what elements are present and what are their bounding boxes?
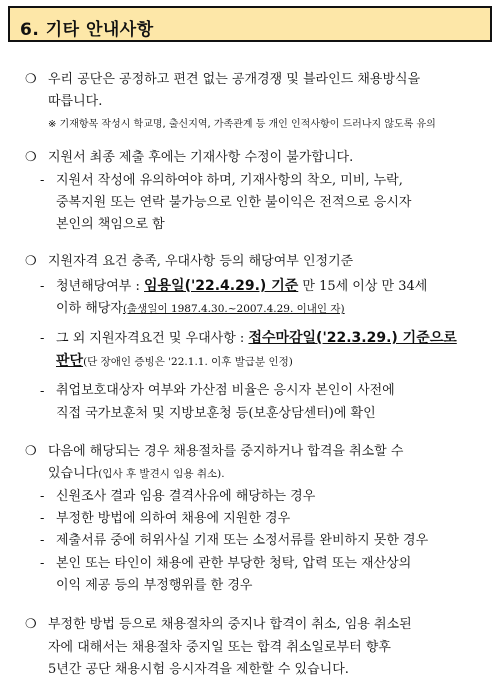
dash-bullet: - <box>40 279 45 294</box>
s1-note: ※ 기재항목 작성시 학교명, 출신지역, 가족관계 등 개인 인적사항이 드러나지 않도록 유의 <box>48 119 436 130</box>
s3-d3-line2: 직접 국가보훈처 및 지방보훈청 등(보훈상담센터)에 확인 <box>56 406 376 421</box>
circle-bullet-icon: ❍ <box>25 254 37 269</box>
dash-bullet: - <box>40 533 45 548</box>
circle-bullet-icon: ❍ <box>25 444 37 459</box>
s3-d2-line2-small: (단 장애인 증빙은 '22.1.1. 이후 발급분 인정) <box>83 356 293 368</box>
s3-line1: 지원자격 요건 충족, 우대사항 등의 해당여부 인정기준 <box>48 254 354 269</box>
s4-line1: 다음에 해당되는 경우 채용절차를 중지하거나 합격을 취소할 수 <box>48 444 404 459</box>
s4-d1: 신원조사 결과 임용 결격사유에 해당하는 경우 <box>56 489 316 504</box>
s4-line2-small: (입사 후 발견시 임용 취소). <box>98 468 225 480</box>
s3-d1-line1 <box>56 277 427 296</box>
s4-d4-line2: 이익 제공 등의 부정행위를 한 경우 <box>56 578 253 593</box>
circle-bullet-icon: ❍ <box>25 150 37 165</box>
s3-d1-suffix: 만 15세 이상 만 34세 <box>298 279 428 294</box>
s3-d2-highlight: 접수마감일('22.3.29.) 기준으로 <box>248 330 457 346</box>
s2-d1-line1: 지원서 작성에 유의하여야 하며, 기재사항의 착오, 미비, 누락, <box>56 173 403 188</box>
s3-d2-prefix: 그 외 지원자격요건 및 우대사항 : <box>56 331 249 346</box>
s1-line1: 우리 공단은 공정하고 편견 없는 공개경쟁 및 블라인드 채용방식을 <box>48 72 421 87</box>
dash-bullet: - <box>40 331 45 346</box>
s3-d2-line2 <box>56 352 293 371</box>
section-title: 6. 기타 안내사항 <box>20 20 154 40</box>
s5-line1: 부정한 방법 등으로 채용절차의 중지나 합격이 취소, 임용 취소된 <box>48 617 412 632</box>
s4-d4-line1: 본인 또는 타인이 채용에 관한 부당한 청탁, 압력 또는 재산상의 <box>56 556 412 571</box>
dash-bullet: - <box>40 511 45 526</box>
s5-line2: 자에 대해서는 채용절차 중지일 또는 합격 취소일로부터 향후 <box>48 640 391 655</box>
s3-d2-line1 <box>56 329 457 348</box>
s5-line3: 5년간 공단 채용시험 응시자격을 제한할 수 있습니다. <box>48 662 349 677</box>
dash-bullet: - <box>40 489 45 504</box>
s4-d3: 제출서류 중에 허위사실 기재 또는 소정서류를 완비하지 못한 경우 <box>56 533 429 548</box>
s3-d1-line2 <box>56 300 345 318</box>
circle-bullet-icon: ❍ <box>25 617 37 632</box>
s4-d2: 부정한 방법에 의하여 채용에 지원한 경우 <box>56 511 291 526</box>
s1-line2: 따릅니다. <box>48 94 103 109</box>
s4-line2 <box>48 465 225 483</box>
circle-bullet-icon: ❍ <box>25 72 37 87</box>
dash-bullet: - <box>40 173 45 188</box>
s3-d3-line1: 취업보호대상자 여부와 가산점 비율은 응시자 본인이 사전에 <box>56 383 395 398</box>
s2-d1-line3: 본인의 책임으로 함 <box>56 217 165 232</box>
s2-line1: 지원서 최종 제출 후에는 기재사항 수정이 불가합니다. <box>48 150 354 165</box>
s3-d1-prefix: 청년해당여부 : <box>56 279 144 294</box>
section-title-box <box>8 6 492 42</box>
s4-line2-main: 있습니다 <box>48 466 99 481</box>
s3-d1-line2-prefix: 이하 해당자 <box>56 301 123 316</box>
dash-bullet: - <box>40 384 45 399</box>
dash-bullet: - <box>40 556 45 571</box>
s3-d1-line2-small: (출생일이 1987.4.30.~2007.4.29. 이내인 자) <box>122 303 345 315</box>
s2-d1-line2: 중복지원 또는 연락 불가능으로 인한 불이익은 전적으로 응시자 <box>56 195 412 210</box>
s3-d2-line2-highlight: 판단 <box>56 353 84 369</box>
s3-d1-highlight: 임용일('22.4.29.) 기준 <box>144 278 299 294</box>
